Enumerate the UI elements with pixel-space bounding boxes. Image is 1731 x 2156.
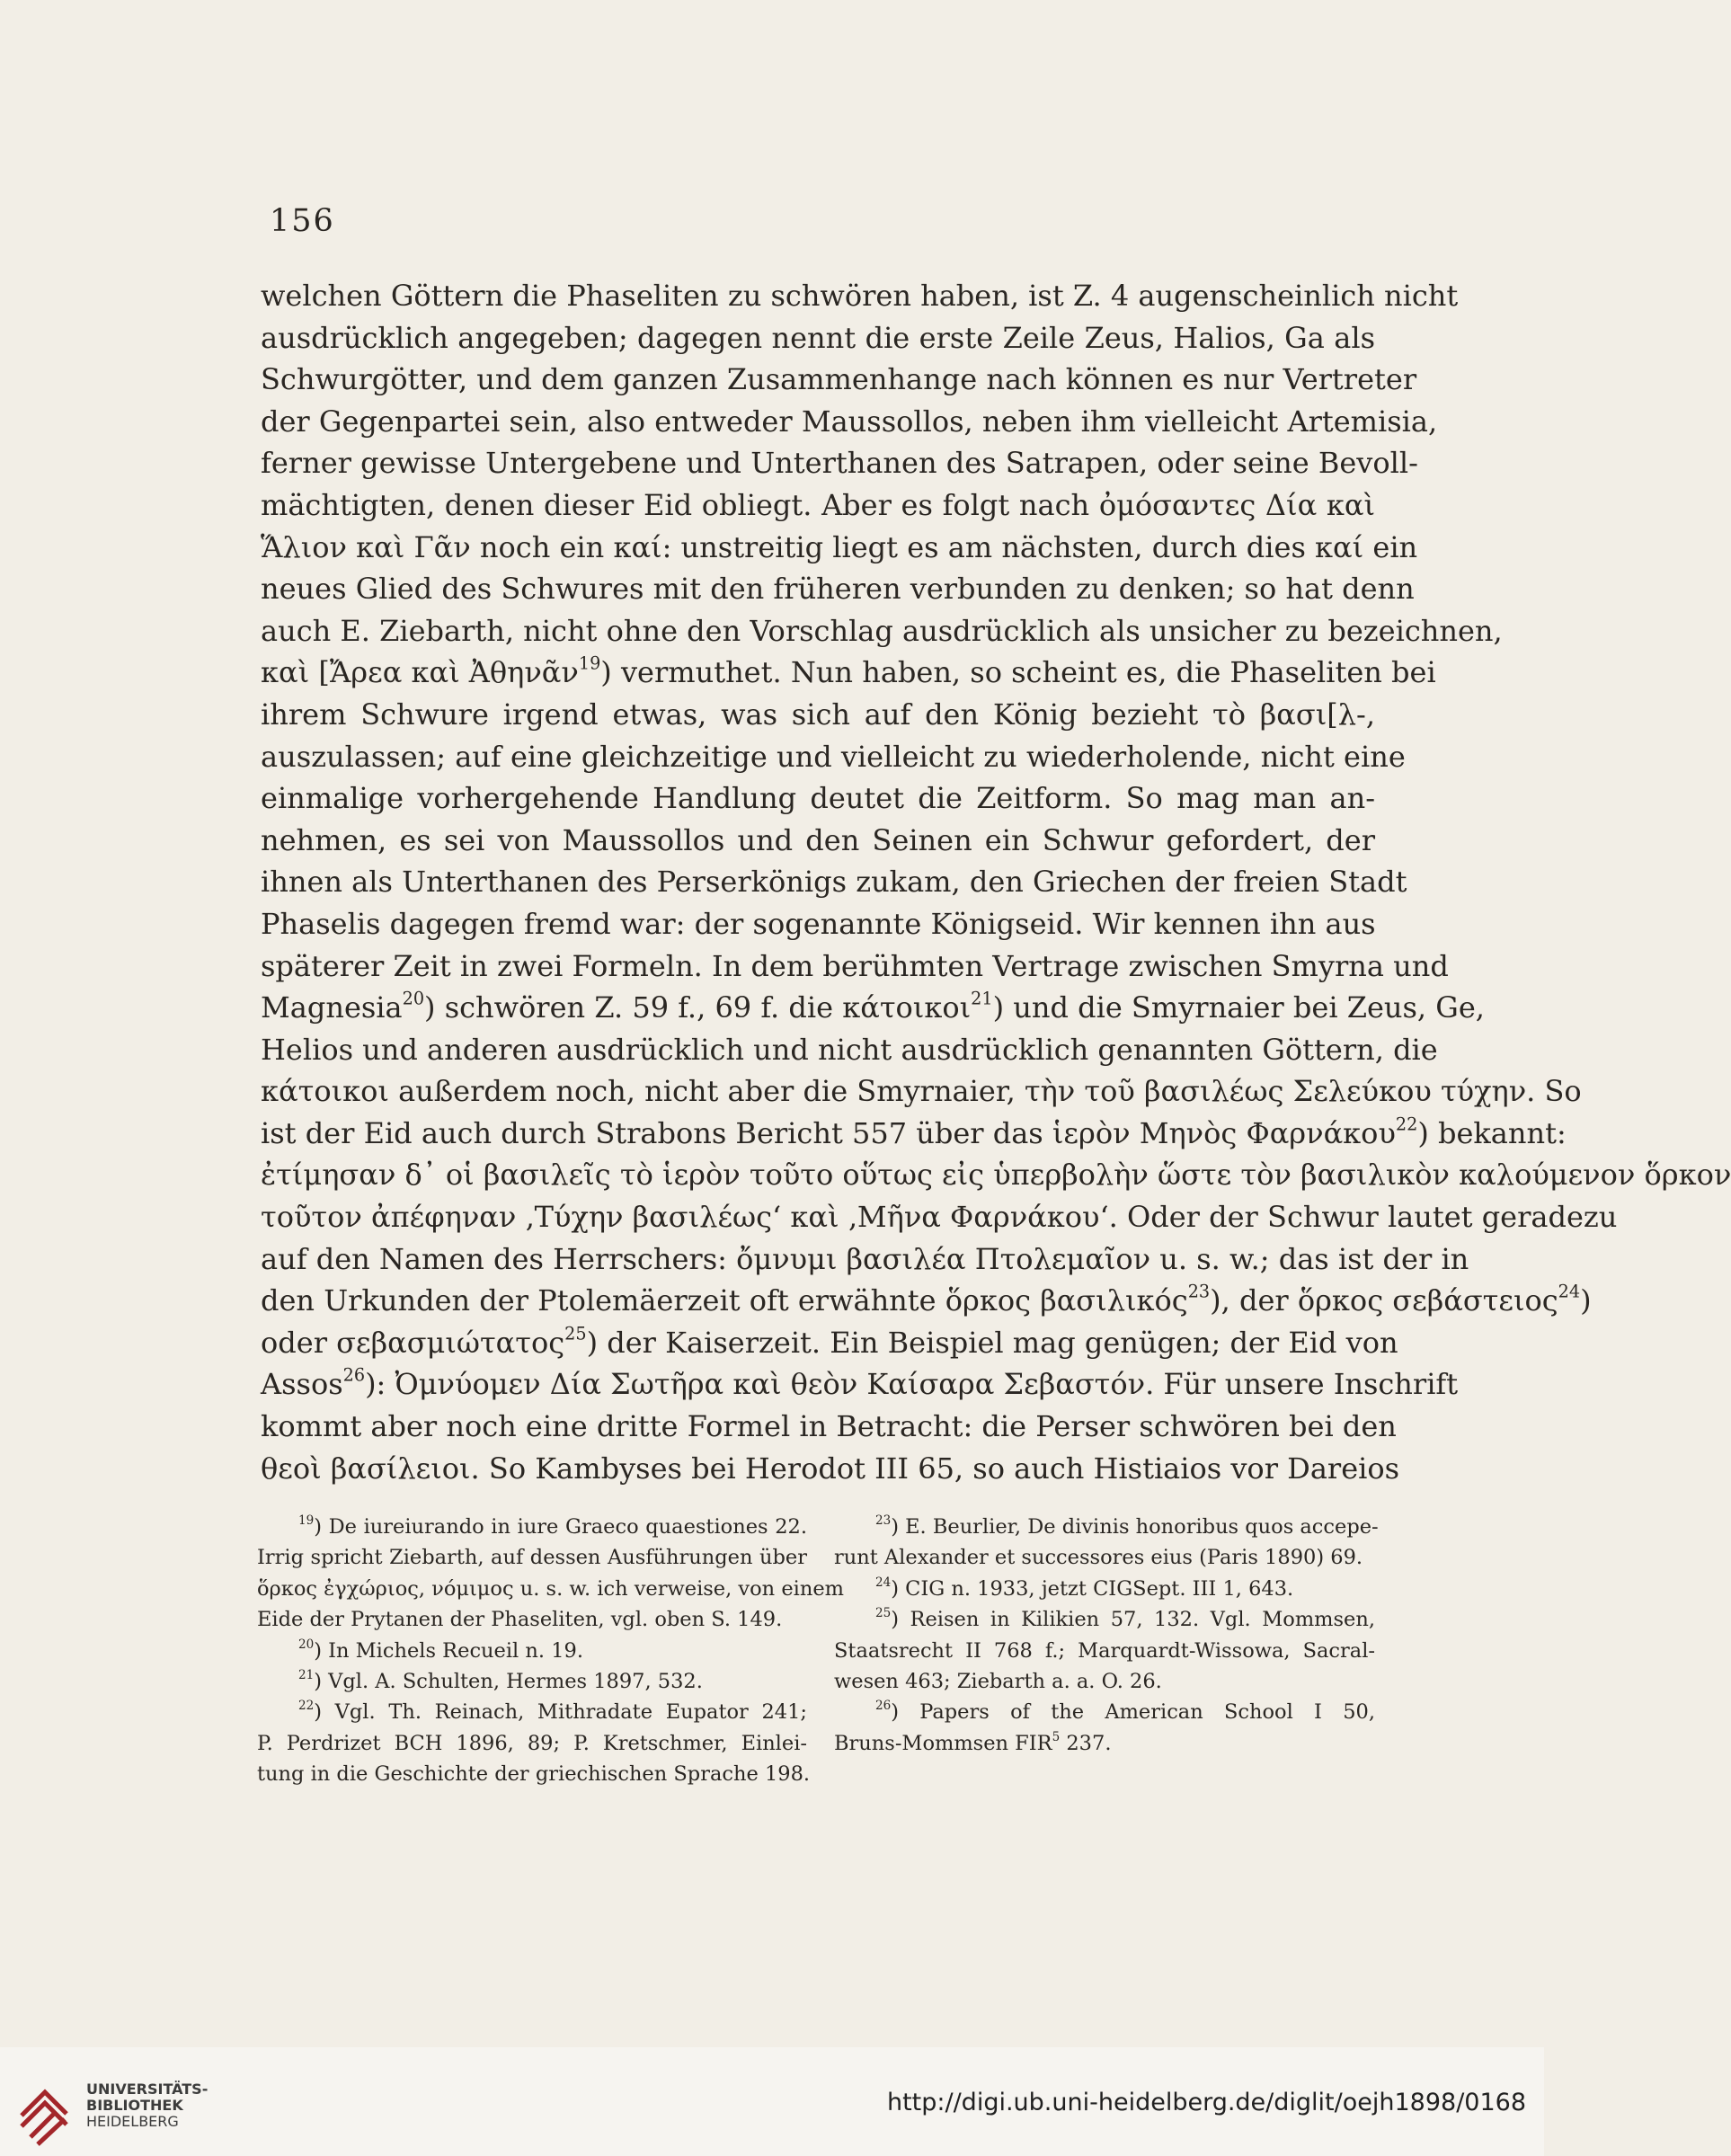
body-text-line: nehmen, es sei von Maussollos und den Seinen ein Schwur gefordert, der (261, 822, 1375, 857)
body-text-line: Helios und anderen ausdrücklich und nicht ausdrücklich genannten Göttern, die (261, 1032, 1438, 1067)
body-text-line: auf den Namen des Herrschers: ὄμνυμι βασιλέα Πτολεμαῖον u. s. w.; das ist der in (261, 1241, 1469, 1276)
footnote-line: $^{21}$) Vgl. A. Schulten, Hermes 1897, 532. (298, 1667, 703, 1693)
footnote-separator (261, 1495, 1375, 1496)
footnote-line: $^{22}$) Vgl. Th. Reinach, Mithradate Eupator 241; (298, 1699, 807, 1725)
footnote-line: tung in die Geschichte der griechischen Sprache 198. (257, 1762, 811, 1787)
digitization-footer (0, 2047, 1544, 2156)
university-library-logo-icon[interactable] (13, 2074, 77, 2146)
body-text-line: θεοὶ βασίλειοι. So Kambyses bei Herodot III 65, so auch Histiaios vor Dareios (261, 1451, 1400, 1486)
footnote-line: runt Alexander et successores eius (Paris 1890) 69. (834, 1546, 1363, 1570)
body-text-line: auch E. Ziebarth, nicht ohne den Vorschlag ausdrücklich als unsicher zu bezeichnen, (261, 613, 1503, 648)
footnote-line: $^{19}$) De iureiurando in iure Graeco quaestiones 22. (298, 1513, 807, 1539)
body-text (261, 275, 1731, 1489)
body-text-line: kommt aber noch eine dritte Formel in Betracht: die Perser schwören bei den (261, 1409, 1397, 1444)
footnote-line: $^{26}$) Papers of the American School I 50, (875, 1699, 1375, 1725)
footnote-line: Bruns-Mommsen FIR$^5$ 237. (834, 1729, 1112, 1755)
footnotes-left-column (257, 1512, 844, 1790)
footnote-line: $^{23}$) E. Beurlier, De divinis honoribus quos accepe- (875, 1513, 1379, 1539)
body-text-line: ἐτίμησαν δ᾽ οἱ βασιλεῖς τὸ ἱερὸν τοῦτο οὕτως εἰς ὑπερβολὴν ὥστε τὸν βασιλικὸν καλούμενον ὅρκον (261, 1158, 1731, 1193)
body-text-line: oder σεβασμιώτατος$^{25}$) der Kaiserzeit. Ein Beispiel mag genügen; der Eid von (261, 1323, 1398, 1360)
body-text-line: ihnen als Unterthanen des Perserkönigs zukam, den Griechen der freien Stadt (261, 865, 1407, 900)
body-text-line: einmalige vorhergehende Handlung deutet die Zeitform. So mag man an- (261, 781, 1375, 816)
library-name-line: HEIDELBERG (86, 2113, 179, 2130)
library-name-line: BIBLIOTHEK (86, 2097, 183, 2114)
body-text-line: ist der Eid auch durch Strabons Bericht 557 über das ἱερὸν Μηνὸς Φαρνάκου$^{22}$) bekannt: (261, 1113, 1567, 1150)
body-text-line: auszulassen; auf eine gleichzeitige und vielleicht zu wiederholende, nicht eine (261, 739, 1406, 774)
body-text-line: καὶ [Ἄρεα καὶ Ἀθηνᾶν$^{19}$) vermuthet. Nun haben, so scheint es, die Phaseliten bei (261, 652, 1436, 690)
body-text-line: welchen Göttern die Phaseliten zu schwören haben, ist Z. 4 augenscheinlich nicht (261, 279, 1459, 313)
body-text-line: neues Glied des Schwures mit den früheren verbunden zu denken; so hat denn (261, 572, 1415, 607)
body-text-line: Phaselis dagegen fremd war: der sogenannte Königseid. Wir kennen ihn aus (261, 906, 1376, 941)
footnote-line: Staatsrecht II 768 f.; Marquardt-Wissowa, Sacral- (834, 1638, 1375, 1663)
footnote-line: $^{25}$) Reisen in Kilikien 57, 132. Vgl. Mommsen, (875, 1606, 1375, 1632)
page-number: 156 (270, 203, 335, 239)
body-text-line: den Urkunden der Ptolemäerzeit oft erwähnte ὅρκος βασιλικός$^{23}$), der ὅρκος σεβάστειος$^{24}$) (261, 1281, 1592, 1318)
footnote-line: P. Perdrizet BCH 1896, 89; P. Kretschmer, Einlei- (257, 1731, 807, 1755)
body-text-line: Ἅλιον καὶ Γᾶν noch ein καί: unstreitig liegt es am nächsten, durch dies καί ein (261, 529, 1418, 564)
body-text-line: mächtigten, denen dieser Eid obliegt. Aber es folgt nach ὀμόσαντες Δία καὶ (261, 487, 1375, 522)
body-text-line: Magnesia$^{20}$) schwören Z. 59 f., 69 f. die κάτοικοι$^{21}$) und die Smyrnaier bei Zeus, Ge, (261, 988, 1485, 1025)
footnotes-right-column (834, 1512, 1379, 1759)
body-text-line: Assos$^{26}$): Ὀμνύομεν Δία Σωτῆρα καὶ θεὸν Καίσαρα Σεβαστόν. Für unsere Inschrift (261, 1365, 1459, 1402)
body-text-line: Schwurgötter, und dem ganzen Zusammenhange nach können es nur Vertreter (261, 362, 1417, 397)
body-text-line: der Gegenpartei sein, also entweder Maussollos, neben ihm vielleicht Artemisia, (261, 404, 1438, 439)
footnote-line: ὅρκος ἐγχώριος, νόμιμος u. s. w. ich verweise, von einem (257, 1576, 844, 1601)
body-text-line: ferner gewisse Untergebene und Unterthanen des Satrapen, oder seine Bevoll- (261, 446, 1418, 481)
body-text-line: späterer Zeit in zwei Formeln. In dem berühmten Vertrage zwischen Smyrna und (261, 948, 1449, 983)
footnote-line: wesen 463; Ziebarth a. a. O. 26. (834, 1669, 1162, 1693)
body-text-line: τοῦτον ἀπέφηναν ‚Τύχην βασιλέως‘ καὶ ‚Μῆνα Φαρνάκου‘. Oder der Schwur lautet geradezu (261, 1200, 1618, 1235)
body-text-line: κάτοικοι außerdem noch, nicht aber die Smyrnaier, τὴν τοῦ βασιλέως Σελεύκου τύχην. So (261, 1074, 1582, 1109)
library-name (86, 2081, 208, 2130)
body-text-line: ausdrücklich angegeben; dagegen nennt die erste Zeile Zeus, Halios, Ga als (261, 320, 1375, 355)
footnote-line: Irrig spricht Ziebarth, auf dessen Ausführungen über (257, 1546, 807, 1570)
footnote-line: $^{20}$) In Michels Recueil n. 19. (298, 1637, 583, 1663)
footnote-line: $^{24}$) CIG n. 1933, jetzt CIGSept. III 1, 643. (875, 1575, 1294, 1601)
body-text-line: ihrem Schwure irgend etwas, was sich auf den König bezieht τὸ βασι[λ-, (261, 696, 1375, 732)
footnote-line: Eide der Prytanen der Phaseliten, vgl. oben S. 149. (257, 1608, 783, 1632)
page-url-link[interactable]: http://digi.ub.uni-heidelberg.de/diglit/oejh1898/0168 (886, 2089, 1526, 2116)
library-name-line: UNIVERSITÄTS- (86, 2081, 209, 2098)
